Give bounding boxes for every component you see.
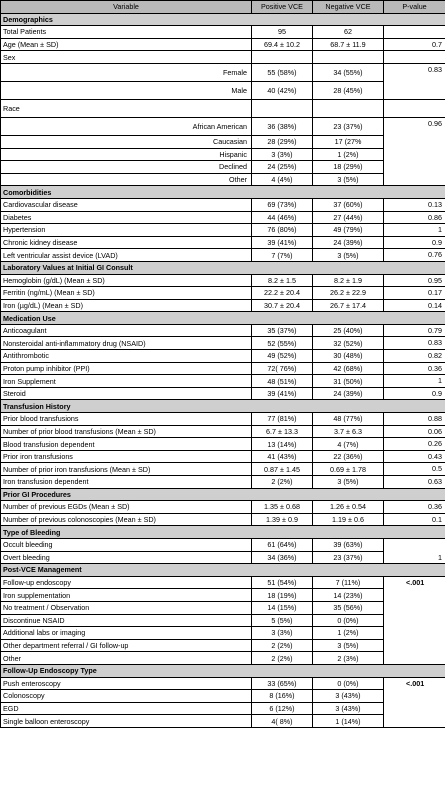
negative-vce-cell: 30 (48%) xyxy=(313,350,384,363)
negative-vce-cell: 1 (2%) xyxy=(313,148,384,161)
negative-vce-cell: 23 (37%) xyxy=(313,551,384,564)
p-value-cell: 0.88 xyxy=(384,413,445,426)
negative-vce-cell: 1.19 ± 0.6 xyxy=(313,513,384,526)
variable-cell: Prior blood transfusions xyxy=(1,413,252,426)
positive-vce-cell: 0.87 ± 1.45 xyxy=(252,463,313,476)
variable-cell: Hemoglobin (g/dL) (Mean ± SD) xyxy=(1,274,252,287)
variable-cell: Proton pump inhibitor (PPI) xyxy=(1,362,252,375)
section-header-row xyxy=(1,186,445,199)
table-row xyxy=(1,576,445,589)
negative-vce-cell: 22 (36%) xyxy=(313,450,384,463)
variable-cell: African American xyxy=(1,117,252,135)
table-row xyxy=(1,350,445,363)
negative-vce-cell xyxy=(313,51,384,64)
variable-cell: Iron (µg/dL) (Mean ± SD) xyxy=(1,299,252,312)
table-row xyxy=(1,337,445,350)
positive-vce-cell: 2 (2%) xyxy=(252,639,313,652)
table-row xyxy=(1,99,445,117)
positive-vce-cell: 8 (16%) xyxy=(252,690,313,703)
table-row xyxy=(1,627,445,640)
variable-cell: Number of prior blood transfusions (Mean ± SD) xyxy=(1,425,252,438)
p-value-cell: <.001 xyxy=(384,576,445,664)
positive-vce-cell: 2 (2%) xyxy=(252,652,313,665)
positive-vce-cell: 3 (3%) xyxy=(252,148,313,161)
variable-cell: Blood transfusion dependent xyxy=(1,438,252,451)
table-row xyxy=(1,249,445,262)
table-row xyxy=(1,26,445,39)
section-header-row xyxy=(1,664,445,677)
positive-vce-cell: 14 (15%) xyxy=(252,601,313,614)
positive-vce-cell: 55 (58%) xyxy=(252,63,313,81)
negative-vce-cell: 35 (56%) xyxy=(313,601,384,614)
header-negative-vce: Negative VCE xyxy=(313,1,384,14)
table-row xyxy=(1,81,445,99)
table-row xyxy=(1,438,445,451)
table-row xyxy=(1,702,445,715)
variable-cell: Prior iron transfusions xyxy=(1,450,252,463)
variable-cell: Sex xyxy=(1,51,252,64)
positive-vce-cell: 33 (65%) xyxy=(252,677,313,690)
table-row xyxy=(1,387,445,400)
negative-vce-cell: 3 (5%) xyxy=(313,173,384,186)
negative-vce-cell: 26.2 ± 22.9 xyxy=(313,287,384,300)
p-value-cell: 0.13 xyxy=(384,198,445,211)
variable-cell: Antithrombotic xyxy=(1,350,252,363)
positive-vce-cell: 6.7 ± 13.3 xyxy=(252,425,313,438)
table-row xyxy=(1,425,445,438)
p-value-cell: 0.86 xyxy=(384,211,445,224)
p-value-cell: 0.06 xyxy=(384,425,445,438)
negative-vce-cell: 62 xyxy=(313,26,384,39)
negative-vce-cell: 34 (55%) xyxy=(313,63,384,81)
negative-vce-cell: 7 (11%) xyxy=(313,576,384,589)
table-row xyxy=(1,287,445,300)
negative-vce-cell: 3 (5%) xyxy=(313,476,384,489)
variable-cell: Age (Mean ± SD) xyxy=(1,38,252,51)
table-row xyxy=(1,551,445,564)
negative-vce-cell: 0.69 ± 1.78 xyxy=(313,463,384,476)
table-row xyxy=(1,652,445,665)
positive-vce-cell: 76 (80%) xyxy=(252,224,313,237)
negative-vce-cell: 3 (5%) xyxy=(313,249,384,262)
variable-cell: Iron transfusion dependent xyxy=(1,476,252,489)
table-row xyxy=(1,135,445,148)
p-value-cell xyxy=(384,51,445,64)
p-value-cell: 1 xyxy=(384,375,445,388)
p-value-cell: 0.43 xyxy=(384,450,445,463)
variable-cell: Occult bleeding xyxy=(1,538,252,551)
positive-vce-cell: 22.2 ± 20.4 xyxy=(252,287,313,300)
variable-cell: Other xyxy=(1,173,252,186)
p-value-cell: 0.96 xyxy=(384,117,445,185)
header-variable: Variable xyxy=(1,1,252,14)
section-header-row xyxy=(1,261,445,274)
positive-vce-cell: 95 xyxy=(252,26,313,39)
variable-cell: Total Patients xyxy=(1,26,252,39)
positive-vce-cell: 39 (41%) xyxy=(252,387,313,400)
negative-vce-cell: 23 (37%) xyxy=(313,117,384,135)
table-row xyxy=(1,236,445,249)
negative-vce-cell: 1 (2%) xyxy=(313,627,384,640)
variable-cell: Single balloon enteroscopy xyxy=(1,715,252,728)
table-row xyxy=(1,614,445,627)
negative-vce-cell: 3 (43%) xyxy=(313,702,384,715)
table-row xyxy=(1,501,445,514)
table-row xyxy=(1,117,445,135)
header-p-value: P-value xyxy=(384,1,445,14)
negative-vce-cell: 31 (50%) xyxy=(313,375,384,388)
negative-vce-cell: 0 (0%) xyxy=(313,614,384,627)
negative-vce-cell: 24 (39%) xyxy=(313,387,384,400)
p-value-cell: 0.63 xyxy=(384,476,445,489)
variable-cell: Number of previous colonoscopies (Mean ± SD) xyxy=(1,513,252,526)
section-title: Transfusion History xyxy=(1,400,445,413)
negative-vce-cell: 68.7 ± 11.9 xyxy=(313,38,384,51)
variable-cell: Caucasian xyxy=(1,135,252,148)
positive-vce-cell: 36 (38%) xyxy=(252,117,313,135)
table-row xyxy=(1,274,445,287)
positive-vce-cell: 7 (7%) xyxy=(252,249,313,262)
negative-vce-cell: 25 (40%) xyxy=(313,324,384,337)
positive-vce-cell: 6 (12%) xyxy=(252,702,313,715)
table-row xyxy=(1,51,445,64)
variable-cell: Colonoscopy xyxy=(1,690,252,703)
positive-vce-cell: 4( 8%) xyxy=(252,715,313,728)
negative-vce-cell: 48 (77%) xyxy=(313,413,384,426)
negative-vce-cell: 1.26 ± 0.54 xyxy=(313,501,384,514)
p-value-cell: 0.82 xyxy=(384,350,445,363)
table-row xyxy=(1,450,445,463)
variable-cell: Follow-up endoscopy xyxy=(1,576,252,589)
p-value-cell: 0.9 xyxy=(384,236,445,249)
table-row xyxy=(1,639,445,652)
section-title: Demographics xyxy=(1,13,445,26)
p-value-cell: 0.36 xyxy=(384,501,445,514)
table-row xyxy=(1,589,445,602)
p-value-cell: 0.76 xyxy=(384,249,445,262)
table-row xyxy=(1,148,445,161)
variable-cell: Push enteroscopy xyxy=(1,677,252,690)
variable-cell: Declined xyxy=(1,161,252,174)
negative-vce-cell: 39 (63%) xyxy=(313,538,384,551)
p-value-cell: 0.26 xyxy=(384,438,445,451)
positive-vce-cell: 5 (5%) xyxy=(252,614,313,627)
p-value-cell xyxy=(384,26,445,39)
p-value-cell: 1 xyxy=(384,224,445,237)
table-row xyxy=(1,538,445,551)
variable-cell: Iron supplementation xyxy=(1,589,252,602)
variable-cell: Diabetes xyxy=(1,211,252,224)
negative-vce-cell: 2 (3%) xyxy=(313,652,384,665)
variable-cell: Left ventricular assist device (LVAD) xyxy=(1,249,252,262)
positive-vce-cell: 2 (2%) xyxy=(252,476,313,489)
p-value-cell: 0.1 xyxy=(384,513,445,526)
positive-vce-cell: 34 (36%) xyxy=(252,551,313,564)
section-header-row xyxy=(1,13,445,26)
variable-cell: EGD xyxy=(1,702,252,715)
table-row xyxy=(1,173,445,186)
p-value-cell: <.001 xyxy=(384,677,445,727)
positive-vce-cell: 44 (46%) xyxy=(252,211,313,224)
negative-vce-cell xyxy=(313,99,384,117)
positive-vce-cell: 30.7 ± 20.4 xyxy=(252,299,313,312)
header-positive-vce: Positive VCE xyxy=(252,1,313,14)
table-row xyxy=(1,211,445,224)
variable-cell: Other xyxy=(1,652,252,665)
section-title: Post-VCE Management xyxy=(1,564,445,577)
positive-vce-cell xyxy=(252,51,313,64)
table-row xyxy=(1,224,445,237)
variable-cell: Anticoagulant xyxy=(1,324,252,337)
table-row xyxy=(1,375,445,388)
p-value-cell: 0.17 xyxy=(384,287,445,300)
negative-vce-cell: 3.7 ± 6.3 xyxy=(313,425,384,438)
p-value-cell: 0.95 xyxy=(384,274,445,287)
table-row xyxy=(1,198,445,211)
variable-cell: Hispanic xyxy=(1,148,252,161)
variable-cell: Overt bleeding xyxy=(1,551,252,564)
positive-vce-cell: 41 (43%) xyxy=(252,450,313,463)
negative-vce-cell: 27 (44%) xyxy=(313,211,384,224)
p-value-cell: 0.14 xyxy=(384,299,445,312)
variable-cell: Steroid xyxy=(1,387,252,400)
negative-vce-cell: 8.2 ± 1.9 xyxy=(313,274,384,287)
negative-vce-cell: 0 (0%) xyxy=(313,677,384,690)
variable-cell: Nonsteroidal anti-inflammatory drug (NSAID) xyxy=(1,337,252,350)
positive-vce-cell: 1.35 ± 0.68 xyxy=(252,501,313,514)
table-row xyxy=(1,63,445,81)
variable-cell: Hypertension xyxy=(1,224,252,237)
negative-vce-cell: 3 (5%) xyxy=(313,639,384,652)
p-value-cell: 0.9 xyxy=(384,387,445,400)
variable-cell: Ferritin (ng/mL) (Mean ± SD) xyxy=(1,287,252,300)
table-row xyxy=(1,690,445,703)
table-row xyxy=(1,677,445,690)
negative-vce-cell: 24 (39%) xyxy=(313,236,384,249)
negative-vce-cell: 26.7 ± 17.4 xyxy=(313,299,384,312)
negative-vce-cell: 42 (68%) xyxy=(313,362,384,375)
section-header-row xyxy=(1,488,445,501)
negative-vce-cell: 3 (43%) xyxy=(313,690,384,703)
positive-vce-cell: 52 (55%) xyxy=(252,337,313,350)
table-row xyxy=(1,463,445,476)
table-row xyxy=(1,601,445,614)
variable-cell: Chronic kidney disease xyxy=(1,236,252,249)
section-header-row xyxy=(1,564,445,577)
variable-cell: Iron Supplement xyxy=(1,375,252,388)
negative-vce-cell: 17 (27% xyxy=(313,135,384,148)
p-value-cell: 0.7 xyxy=(384,38,445,51)
p-value-cell: 1 xyxy=(384,538,445,563)
p-value-cell: 0.36 xyxy=(384,362,445,375)
positive-vce-cell xyxy=(252,99,313,117)
negative-vce-cell: 37 (60%) xyxy=(313,198,384,211)
table-row xyxy=(1,476,445,489)
negative-vce-cell: 49 (79%) xyxy=(313,224,384,237)
table-body xyxy=(1,13,445,727)
negative-vce-cell: 1 (14%) xyxy=(313,715,384,728)
negative-vce-cell: 32 (52%) xyxy=(313,337,384,350)
table-row xyxy=(1,513,445,526)
positive-vce-cell: 72( 76%) xyxy=(252,362,313,375)
p-value-cell: 0.83 xyxy=(384,337,445,350)
variable-cell: Male xyxy=(1,81,252,99)
variable-cell: Cardiovascular disease xyxy=(1,198,252,211)
table-row xyxy=(1,324,445,337)
positive-vce-cell: 28 (29%) xyxy=(252,135,313,148)
table-row xyxy=(1,362,445,375)
positive-vce-cell: 40 (42%) xyxy=(252,81,313,99)
positive-vce-cell: 61 (64%) xyxy=(252,538,313,551)
positive-vce-cell: 24 (25%) xyxy=(252,161,313,174)
variable-cell: Discontinue NSAID xyxy=(1,614,252,627)
p-value-cell xyxy=(384,99,445,117)
variable-cell: No treatment / Observation xyxy=(1,601,252,614)
positive-vce-cell: 69.4 ± 10.2 xyxy=(252,38,313,51)
section-header-row xyxy=(1,400,445,413)
negative-vce-cell: 18 (29%) xyxy=(313,161,384,174)
positive-vce-cell: 13 (14%) xyxy=(252,438,313,451)
positive-vce-cell: 4 (4%) xyxy=(252,173,313,186)
section-header-row xyxy=(1,312,445,325)
positive-vce-cell: 48 (51%) xyxy=(252,375,313,388)
p-value-cell: 0.79 xyxy=(384,324,445,337)
variable-cell: Additional labs or imaging xyxy=(1,627,252,640)
section-title: Follow-Up Endoscopy Type xyxy=(1,664,445,677)
section-title: Comorbidities xyxy=(1,186,445,199)
positive-vce-cell: 1.39 ± 0.9 xyxy=(252,513,313,526)
positive-vce-cell: 77 (81%) xyxy=(252,413,313,426)
header-row xyxy=(1,1,445,14)
positive-vce-cell: 69 (73%) xyxy=(252,198,313,211)
negative-vce-cell: 28 (45%) xyxy=(313,81,384,99)
p-value-cell: 0.83 xyxy=(384,63,445,99)
section-title: Laboratory Values at Initial GI Consult xyxy=(1,261,445,274)
positive-vce-cell: 49 (52%) xyxy=(252,350,313,363)
positive-vce-cell: 18 (19%) xyxy=(252,589,313,602)
section-title: Type of Bleeding xyxy=(1,526,445,539)
negative-vce-cell: 4 (7%) xyxy=(313,438,384,451)
table-row xyxy=(1,38,445,51)
variable-cell: Female xyxy=(1,63,252,81)
section-title: Medication Use xyxy=(1,312,445,325)
positive-vce-cell: 35 (37%) xyxy=(252,324,313,337)
positive-vce-cell: 3 (3%) xyxy=(252,627,313,640)
table-row xyxy=(1,715,445,728)
positive-vce-cell: 8.2 ± 1.5 xyxy=(252,274,313,287)
positive-vce-cell: 39 (41%) xyxy=(252,236,313,249)
variable-cell: Other department referral / GI follow-up xyxy=(1,639,252,652)
table-row xyxy=(1,299,445,312)
variable-cell: Race xyxy=(1,99,252,117)
negative-vce-cell: 14 (23%) xyxy=(313,589,384,602)
table-row xyxy=(1,161,445,174)
section-header-row xyxy=(1,526,445,539)
section-title: Prior GI Procedures xyxy=(1,488,445,501)
table-row xyxy=(1,413,445,426)
variable-cell: Number of previous EGDs (Mean ± SD) xyxy=(1,501,252,514)
positive-vce-cell: 51 (54%) xyxy=(252,576,313,589)
variable-cell: Number of prior iron transfusions (Mean ± SD) xyxy=(1,463,252,476)
p-value-cell: 0.5 xyxy=(384,463,445,476)
